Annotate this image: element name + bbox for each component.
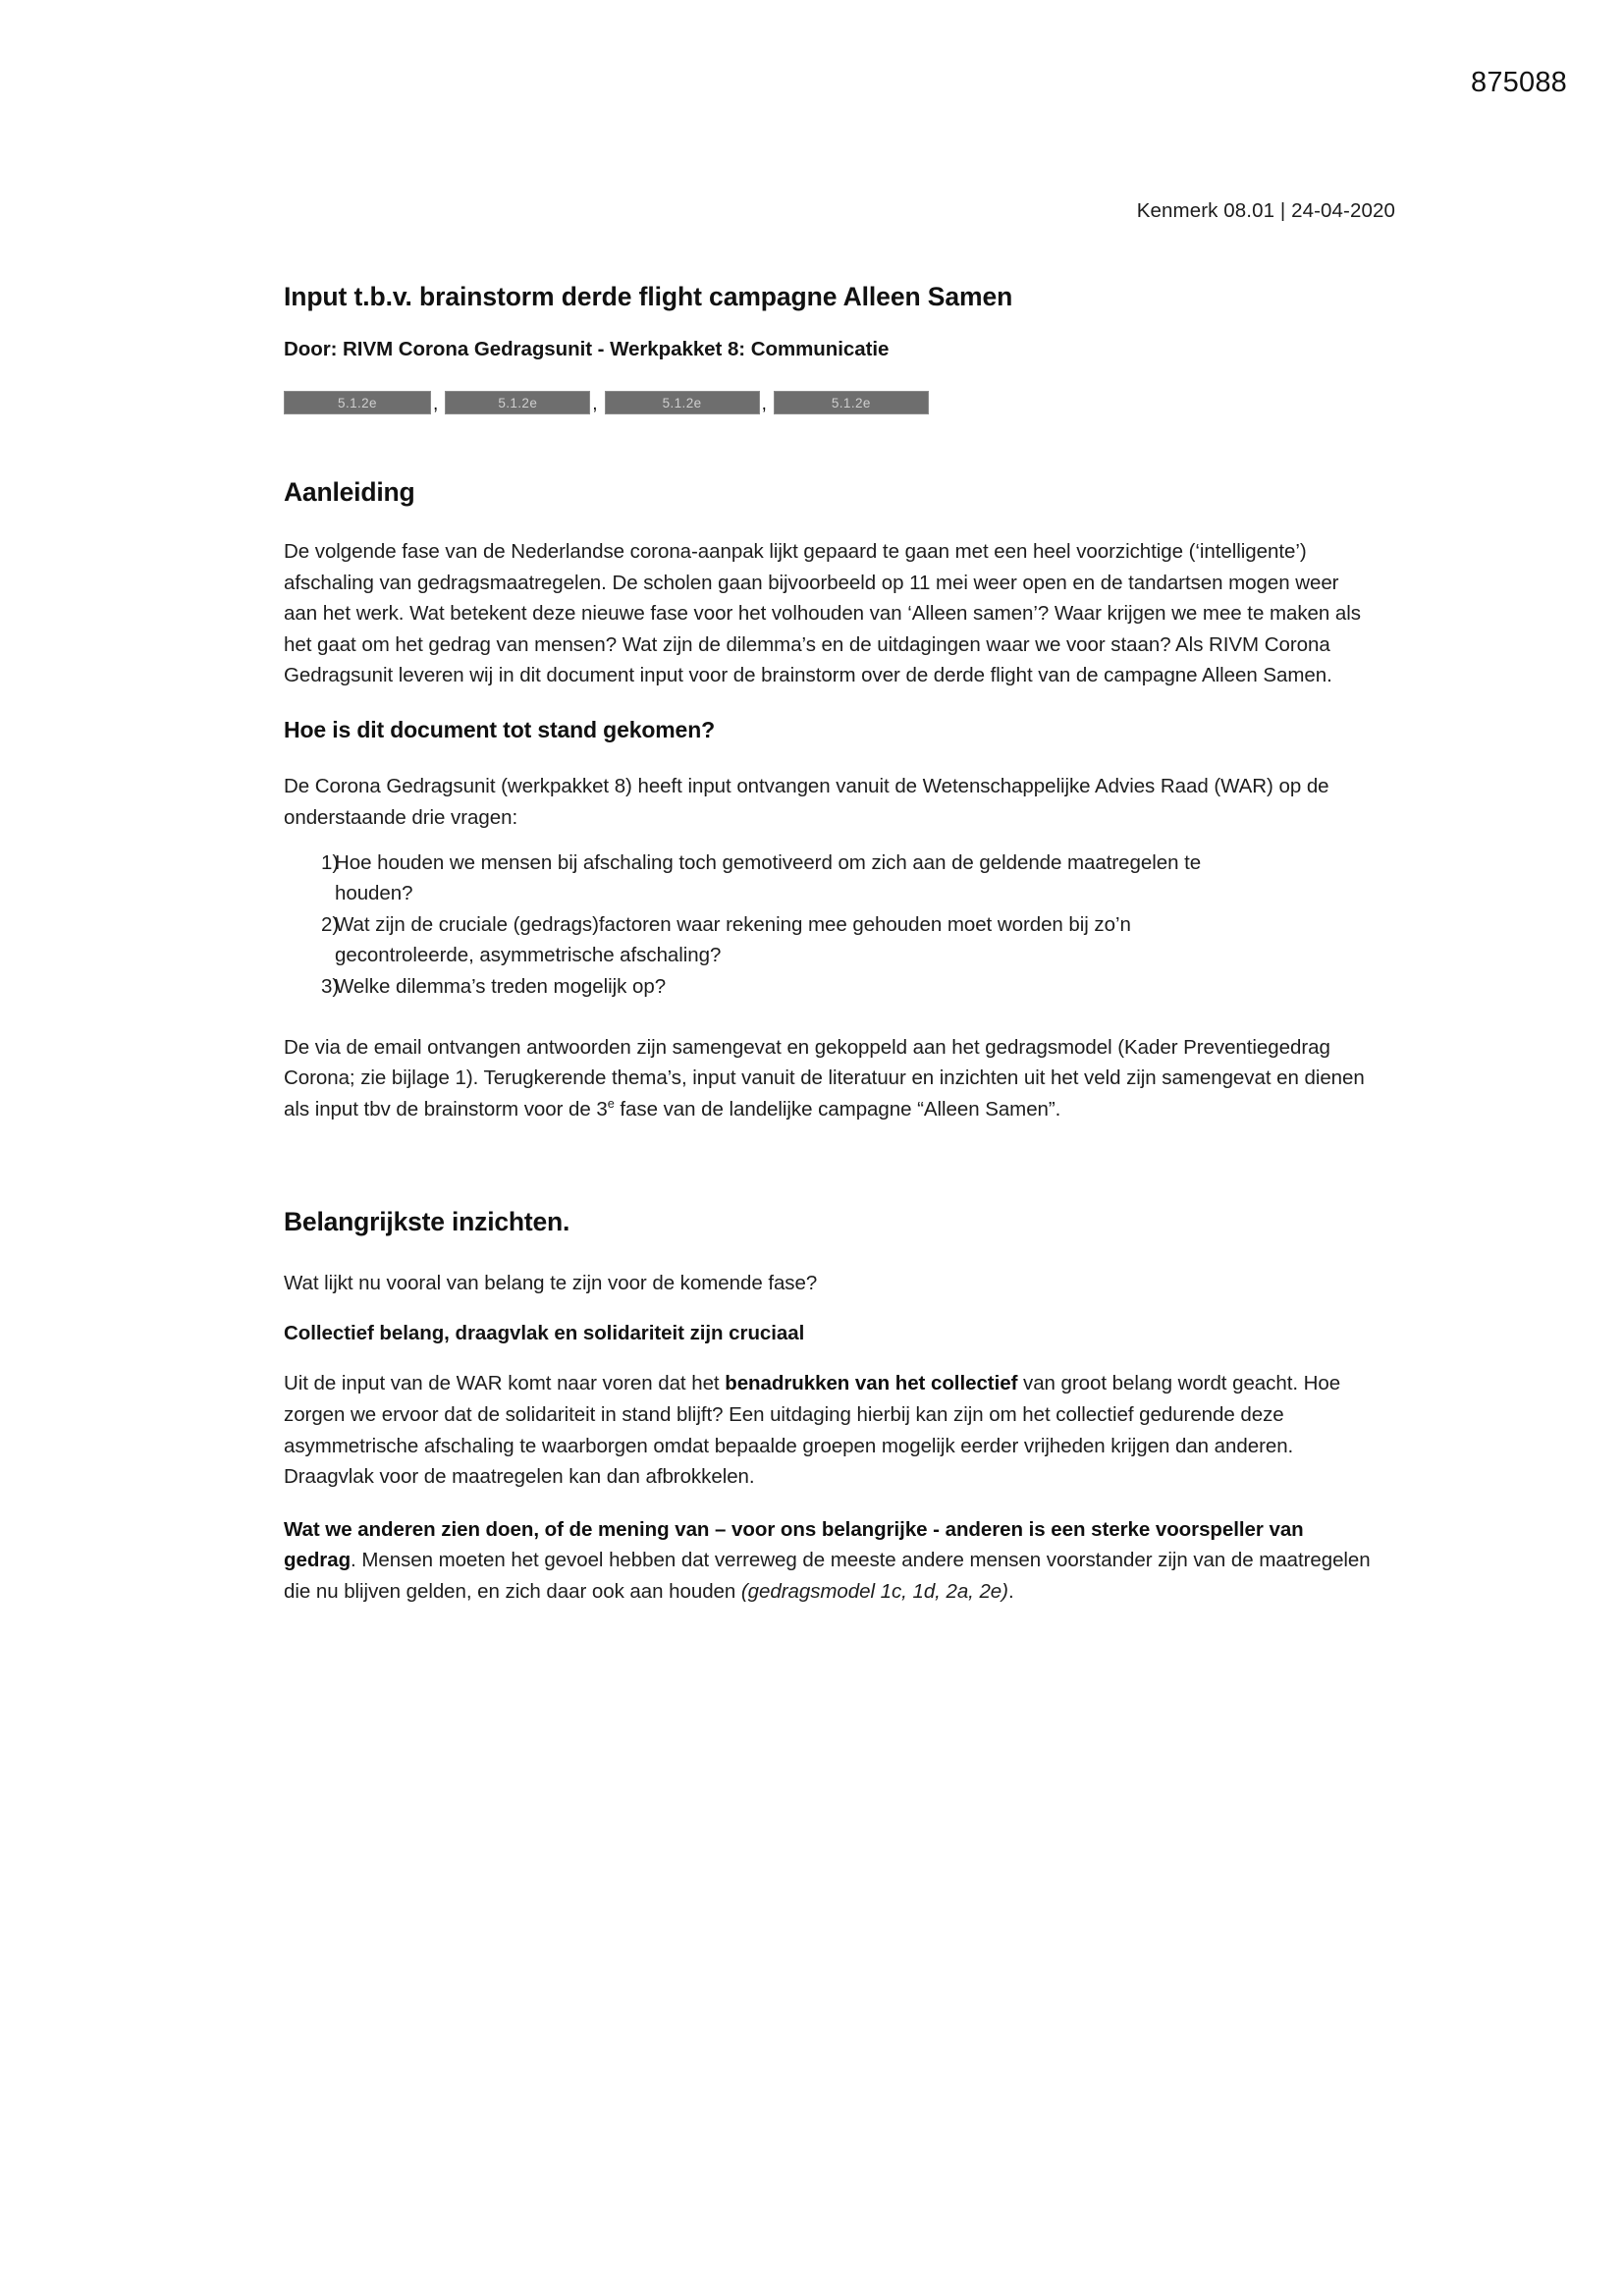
- closing-text-part1: De via de email ontvangen antwoorden zijn samengevat en gekoppeld aan het gedragsmodel (Kader Preventiegedrag Corona; zie bijlage 1). Terugkerende thema’s, input vanuit de literatuur en inzichten uit het veld zijn samengevat en dienen als input tbv de brainstorm voor de 3: [284, 1035, 1365, 1121]
- question-list: [284, 847, 1374, 1003]
- sociale-norm-end: .: [1007, 1580, 1014, 1604]
- list-item-number: 2): [321, 912, 340, 936]
- paragraph-inzichten-intro: Wat lijkt nu vooral van belang te zijn voor de komende fase?: [284, 1272, 818, 1295]
- section-heading-totstandkoming: Hoe is dit document tot stand gekomen?: [284, 716, 715, 742]
- list-item-label: Wat zijn de cruciale (gedrags)factoren waar rekening mee gehouden moet worden bij zo’n gecontroleerde, asymmetrische afschaling?: [335, 912, 1131, 967]
- redaction-box-2: 5.1.2e: [445, 391, 590, 414]
- closing-text-part2: fase van de landelijke campagne “Alleen Samen”.: [614, 1097, 1061, 1121]
- redaction-separator-1: ,: [433, 394, 439, 415]
- redaction-box-3: 5.1.2e: [605, 391, 760, 414]
- list-item-label: Welke dilemma’s treden mogelijk op?: [335, 975, 667, 999]
- section-heading-inzichten: Belangrijkste inzichten.: [284, 1207, 570, 1237]
- list-item: [284, 909, 1374, 971]
- paragraph-totstandkoming-closing: [284, 1032, 1374, 1125]
- document-number: 875088: [1471, 67, 1567, 98]
- section-heading-aanleiding: Aanleiding: [284, 477, 415, 508]
- paragraph-collectief-belang: [284, 1368, 1374, 1492]
- sociale-norm-rest: . Mensen moeten het gevoel hebben dat verreweg de meeste andere mensen voorstander zijn van de maatregelen die nu blijven gelden, en zich daar ook aan houden: [284, 1549, 1371, 1604]
- redaction-separator-3: ,: [761, 394, 767, 415]
- redaction-separator-2: ,: [592, 394, 598, 415]
- collectief-text-part1: Uit de input van de WAR komt naar voren dat het: [284, 1372, 726, 1395]
- list-item-number: 3): [321, 975, 340, 999]
- document-body: [284, 281, 1374, 1608]
- list-item-number: 1): [321, 850, 340, 874]
- list-item-label: Hoe houden we mensen bij afschaling toch gemotiveerd om zich aan de geldende maatregelen te houden?: [335, 850, 1202, 905]
- list-item: [284, 971, 1374, 1003]
- collectief-emphasis: benadrukken van het collectief: [725, 1372, 1018, 1395]
- gedragsmodel-reference: (gedragsmodel 1c, 1d, 2a, 2e): [740, 1580, 1008, 1604]
- redaction-box-1: 5.1.2e: [284, 391, 431, 414]
- paragraph-sociale-norm: [284, 1514, 1374, 1608]
- ordinal-superscript: e: [607, 1096, 615, 1111]
- redaction-box-4: 5.1.2e: [774, 391, 929, 414]
- sociale-norm-emphasis: Wat we anderen zien doen, of de mening van – voor ons belangrijke - anderen is een sterke voorspeller van gedrag: [284, 1517, 1304, 1572]
- redaction-authors-row: [284, 389, 1374, 414]
- document-byline: Door: RIVM Corona Gedragsunit - Werkpakket 8: Communicatie: [284, 338, 890, 361]
- collectief-text-part2: van groot belang wordt geacht. Hoe zorgen we ervoor dat de solidariteit in stand blijft? Een uitdaging hierbij kan zijn om het collectief gedurende deze asymmetrische afschaling te waarborgen omdat bepaalde groepen mogelijk eerder vrijheden krijgen dan anderen. Draagvlak voor de maatregelen kan dan afbrokkelen.: [284, 1372, 1341, 1489]
- paragraph-aanleiding: De volgende fase van de Nederlandse corona-aanpak lijkt gepaard te gaan met een heel voorzichtige (‘intelligente’) afschaling van gedragsmaatregelen. De scholen gaan bijvoorbeeld op 11 mei weer open en de tandartsen mogen weer aan het werk. Wat betekent deze nieuwe fase voor het volhouden van ‘Alleen samen’? Waar krijgen we mee te maken als het gaat om het gedrag van mensen? Wat zijn de dilemma’s en de uitdagingen waar we voor staan? Als RIVM Corona Gedragsunit leveren wij in dit document input voor de brainstorm over de derde flight van de campagne Alleen Samen.: [284, 539, 1361, 687]
- subheading-collectief-belang: Collectief belang, draagvlak en solidariteit zijn cruciaal: [284, 1321, 805, 1344]
- page-title: Input t.b.v. brainstorm derde flight campagne Alleen Samen: [284, 282, 1013, 311]
- document-reference: Kenmerk 08.01 | 24-04-2020: [1136, 199, 1395, 222]
- paragraph-totstandkoming-intro: De Corona Gedragsunit (werkpakket 8) heeft input ontvangen vanuit de Wetenschappelijke Advies Raad (WAR) op de onderstaande drie vragen:: [284, 775, 1329, 830]
- list-item: [284, 847, 1374, 909]
